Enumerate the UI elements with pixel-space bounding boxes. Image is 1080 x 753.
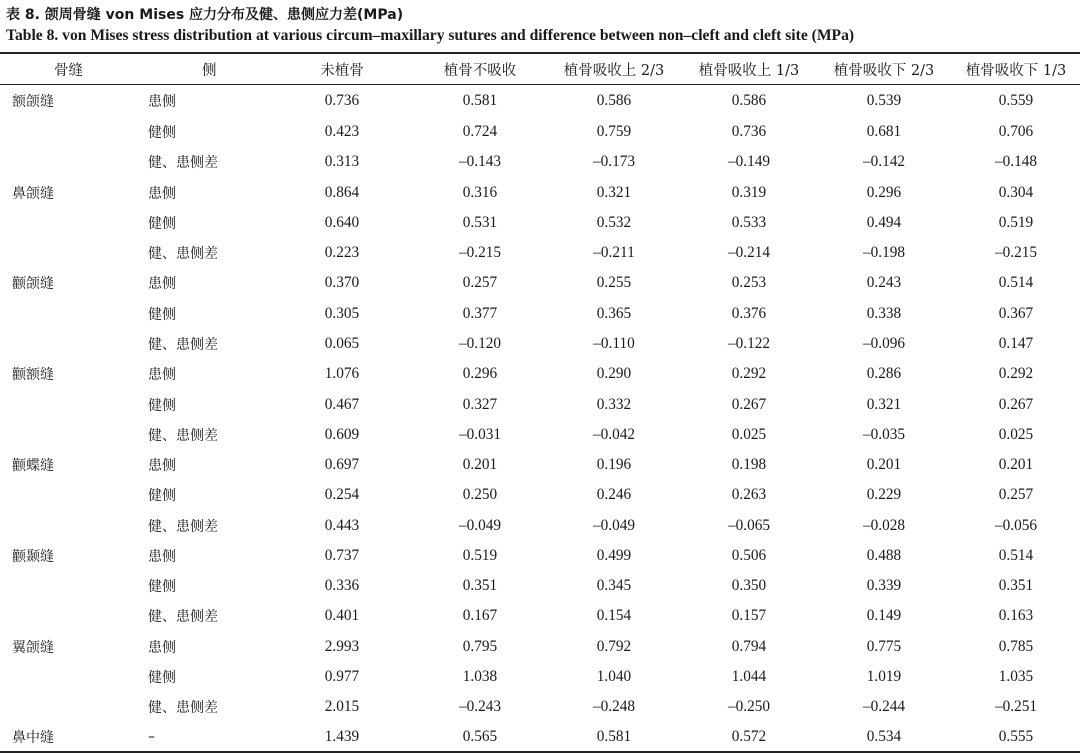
side-cell: 健侧 xyxy=(148,488,176,505)
value-cell: 0.338 xyxy=(866,304,902,322)
value-cell: 0.581 xyxy=(596,728,632,746)
suture-cell: 鼻颌缝 xyxy=(12,185,54,202)
value-cell: 0.327 xyxy=(462,395,498,413)
value-cell: 0.609 xyxy=(324,425,360,443)
value-cell: 1.044 xyxy=(731,667,767,685)
value-cell: 0.292 xyxy=(998,365,1034,383)
table-row xyxy=(0,450,1080,480)
value-cell: 0.795 xyxy=(462,637,498,655)
value-cell: –0.142 xyxy=(862,153,906,171)
value-cell: 0.864 xyxy=(324,183,360,201)
value-cell: 0.313 xyxy=(324,153,360,171)
value-cell: 0.316 xyxy=(462,183,498,201)
side-cell: 健侧 xyxy=(148,306,176,323)
value-cell: 0.201 xyxy=(866,456,902,474)
suture-cell xyxy=(0,601,138,631)
value-cell: –0.215 xyxy=(994,244,1038,262)
value-cell: 0.253 xyxy=(731,274,767,292)
table-row xyxy=(0,601,1080,631)
table-top-rule xyxy=(0,52,1080,54)
value-cell: 1.439 xyxy=(324,728,360,746)
value-cell: 0.254 xyxy=(324,486,360,504)
value-cell: 0.736 xyxy=(324,91,360,109)
suture-cell xyxy=(0,692,138,722)
table-row xyxy=(0,359,1080,389)
value-cell: 0.519 xyxy=(998,213,1034,231)
side-cell: 患侧 xyxy=(148,276,176,293)
table-row xyxy=(0,268,1080,298)
column-header-resorption-lower-1-3: 植骨吸收下 1/3 xyxy=(965,63,1067,79)
value-cell: 0.304 xyxy=(998,183,1034,201)
value-cell: 0.243 xyxy=(866,274,902,292)
value-cell: 0.706 xyxy=(998,123,1034,141)
value-cell: 0.296 xyxy=(462,365,498,383)
value-cell: 0.167 xyxy=(462,607,498,625)
value-cell: 0.377 xyxy=(462,304,498,322)
table-row xyxy=(0,208,1080,238)
suture-cell: 额颌缝 xyxy=(12,93,54,110)
value-cell: 0.345 xyxy=(596,577,632,595)
table-row xyxy=(0,389,1080,419)
value-cell: –0.056 xyxy=(994,516,1038,534)
value-cell: 0.494 xyxy=(866,213,902,231)
side-cell: 患侧 xyxy=(148,639,176,656)
value-cell: 0.376 xyxy=(731,304,767,322)
value-cell: 0.792 xyxy=(596,637,632,655)
value-cell: 0.257 xyxy=(998,486,1034,504)
value-cell: –0.243 xyxy=(458,698,502,716)
value-cell: 0.154 xyxy=(596,607,632,625)
side-cell: 健、患侧差 xyxy=(148,246,218,263)
side-cell: 健侧 xyxy=(148,125,176,142)
value-cell: 0.321 xyxy=(866,395,902,413)
column-header-resorption-lower-2-3: 植骨吸收下 2/3 xyxy=(833,63,935,79)
table-row xyxy=(0,147,1080,177)
value-cell: 0.305 xyxy=(324,304,360,322)
value-cell: 0.365 xyxy=(596,304,632,322)
value-cell: 0.977 xyxy=(324,667,360,685)
value-cell: –0.149 xyxy=(727,153,771,171)
value-cell: 0.499 xyxy=(596,546,632,564)
side-cell: – xyxy=(148,729,155,746)
value-cell: 0.350 xyxy=(731,577,767,595)
value-cell: 0.319 xyxy=(731,183,767,201)
value-cell: 0.267 xyxy=(998,395,1034,413)
table-row xyxy=(0,541,1080,571)
value-cell: –0.148 xyxy=(994,153,1038,171)
value-cell: –0.031 xyxy=(458,425,502,443)
value-cell: –0.120 xyxy=(458,334,502,352)
value-cell: –0.198 xyxy=(862,244,906,262)
value-cell: 0.488 xyxy=(866,546,902,564)
table-title-english: Table 8. von Mises stress distribution at various circum–maxillary sutures and difference between non–cleft and cleft site (MPa) xyxy=(6,27,855,44)
table-row xyxy=(0,722,1080,752)
value-cell: 0.539 xyxy=(866,91,902,109)
value-cell: –0.096 xyxy=(862,334,906,352)
value-cell: 0.201 xyxy=(462,456,498,474)
table-row xyxy=(0,299,1080,329)
value-cell: 0.223 xyxy=(324,244,360,262)
value-cell: –0.214 xyxy=(727,244,771,262)
value-cell: –0.110 xyxy=(593,334,635,352)
value-cell: 0.559 xyxy=(998,91,1034,109)
value-cell: –0.215 xyxy=(458,244,502,262)
side-cell: 健、患侧差 xyxy=(148,155,218,172)
table-row xyxy=(0,510,1080,540)
value-cell: 0.724 xyxy=(462,123,498,141)
value-cell: 0.586 xyxy=(596,91,632,109)
value-cell: 0.246 xyxy=(596,486,632,504)
value-cell: 0.370 xyxy=(324,274,360,292)
side-cell: 健侧 xyxy=(148,397,176,414)
value-cell: 0.229 xyxy=(866,486,902,504)
column-header-resorption-upper-1-3: 植骨吸收上 1/3 xyxy=(698,63,800,79)
value-cell: 0.296 xyxy=(866,183,902,201)
value-cell: 0.531 xyxy=(462,213,498,231)
value-cell: 0.514 xyxy=(998,546,1034,564)
value-cell: –0.143 xyxy=(458,153,502,171)
table-row xyxy=(0,238,1080,268)
value-cell: 0.533 xyxy=(731,213,767,231)
value-cell: 1.035 xyxy=(998,667,1034,685)
value-cell: 0.519 xyxy=(462,546,498,564)
value-cell: 0.681 xyxy=(866,123,902,141)
value-cell: 0.736 xyxy=(731,123,767,141)
table-row xyxy=(0,571,1080,601)
table-row xyxy=(0,480,1080,510)
side-cell: 患侧 xyxy=(148,548,176,565)
suture-cell xyxy=(0,420,138,450)
value-cell: 0.423 xyxy=(324,123,360,141)
side-cell: 健侧 xyxy=(148,579,176,596)
value-cell: 0.201 xyxy=(998,456,1034,474)
value-cell: 0.555 xyxy=(998,728,1034,746)
side-cell: 健侧 xyxy=(148,215,176,232)
suture-cell xyxy=(0,571,138,601)
value-cell: 0.586 xyxy=(731,91,767,109)
suture-cell xyxy=(0,238,138,268)
value-cell: 0.196 xyxy=(596,456,632,474)
value-cell: 0.697 xyxy=(324,456,360,474)
value-cell: 0.367 xyxy=(998,304,1034,322)
suture-cell: 翼颌缝 xyxy=(12,639,54,656)
value-cell: 0.443 xyxy=(324,516,360,534)
value-cell: 0.025 xyxy=(731,425,767,443)
suture-cell xyxy=(0,147,138,177)
value-cell: 0.290 xyxy=(596,365,632,383)
value-cell: 0.147 xyxy=(998,334,1034,352)
column-header-resorption-upper-2-3: 植骨吸收上 2/3 xyxy=(563,63,665,79)
value-cell: 0.157 xyxy=(731,607,767,625)
value-cell: –0.250 xyxy=(727,698,771,716)
column-header-side: 侧 xyxy=(202,63,217,79)
value-cell: 1.019 xyxy=(866,667,902,685)
suture-cell xyxy=(0,208,138,238)
value-cell: 0.257 xyxy=(462,274,498,292)
table-row xyxy=(0,117,1080,147)
side-cell: 健、患侧差 xyxy=(148,609,218,626)
table-row xyxy=(0,632,1080,662)
table-row xyxy=(0,329,1080,359)
value-cell: 0.640 xyxy=(324,213,360,231)
table-row xyxy=(0,178,1080,208)
suture-cell: 颧额缝 xyxy=(12,367,54,384)
value-cell: –0.042 xyxy=(592,425,636,443)
suture-cell: 颧颞缝 xyxy=(12,548,54,565)
column-header-graft-no-resorption: 植骨不吸收 xyxy=(443,63,517,79)
column-header-no-graft: 未植骨 xyxy=(320,63,364,79)
value-cell: 0.565 xyxy=(462,728,498,746)
value-cell: –0.244 xyxy=(862,698,906,716)
suture-cell xyxy=(0,510,138,540)
value-cell: 0.267 xyxy=(731,395,767,413)
stress-table xyxy=(0,55,1080,753)
value-cell: 1.040 xyxy=(596,667,632,685)
suture-cell xyxy=(0,662,138,692)
value-cell: 0.336 xyxy=(324,577,360,595)
value-cell: 0.163 xyxy=(998,607,1034,625)
value-cell: 1.038 xyxy=(462,667,498,685)
value-cell: 0.149 xyxy=(866,607,902,625)
side-cell: 健、患侧差 xyxy=(148,427,218,444)
value-cell: 0.581 xyxy=(462,91,498,109)
value-cell: –0.248 xyxy=(592,698,636,716)
value-cell: –0.173 xyxy=(592,153,636,171)
value-cell: 0.250 xyxy=(462,486,498,504)
value-cell: 0.351 xyxy=(998,577,1034,595)
value-cell: 0.514 xyxy=(998,274,1034,292)
side-cell: 患侧 xyxy=(148,367,176,384)
value-cell: 0.532 xyxy=(596,213,632,231)
table-body xyxy=(0,84,1080,753)
value-cell: 0.286 xyxy=(866,365,902,383)
value-cell: 0.467 xyxy=(324,395,360,413)
suture-cell: 颧蝶缝 xyxy=(12,458,54,475)
value-cell: 0.025 xyxy=(998,425,1034,443)
side-cell: 健、患侧差 xyxy=(148,700,218,717)
suture-cell xyxy=(0,299,138,329)
value-cell: 0.506 xyxy=(731,546,767,564)
side-cell: 患侧 xyxy=(148,185,176,202)
value-cell: 0.572 xyxy=(731,728,767,746)
value-cell: 2.993 xyxy=(324,637,360,655)
value-cell: –0.122 xyxy=(727,334,771,352)
suture-cell xyxy=(0,480,138,510)
table-row xyxy=(0,420,1080,450)
table-row xyxy=(0,692,1080,722)
suture-cell: 鼻中缝 xyxy=(12,730,54,747)
value-cell: 0.198 xyxy=(731,456,767,474)
value-cell: 0.339 xyxy=(866,577,902,595)
value-cell: 0.759 xyxy=(596,123,632,141)
value-cell: –0.035 xyxy=(862,425,906,443)
value-cell: –0.211 xyxy=(593,244,635,262)
table-title-chinese: 表 8. 颌周骨缝 von Mises 应力分布及健、患侧应力差(MPa) xyxy=(6,7,404,23)
value-cell: 0.785 xyxy=(998,637,1034,655)
value-cell: 0.263 xyxy=(731,486,767,504)
table-row xyxy=(0,84,1080,117)
suture-cell xyxy=(0,117,138,147)
value-cell: 0.255 xyxy=(596,274,632,292)
value-cell: –0.028 xyxy=(862,516,906,534)
side-cell: 健侧 xyxy=(148,669,176,686)
value-cell: 0.737 xyxy=(324,546,360,564)
side-cell: 患侧 xyxy=(148,93,176,110)
value-cell: 0.332 xyxy=(596,395,632,413)
value-cell: –0.251 xyxy=(994,698,1038,716)
value-cell: 0.065 xyxy=(324,334,360,352)
value-cell: 0.534 xyxy=(866,728,902,746)
value-cell: 0.401 xyxy=(324,607,360,625)
value-cell: 0.321 xyxy=(596,183,632,201)
table-row xyxy=(0,662,1080,692)
value-cell: –0.049 xyxy=(458,516,502,534)
side-cell: 健、患侧差 xyxy=(148,336,218,353)
value-cell: 0.292 xyxy=(731,365,767,383)
column-header-suture: 骨缝 xyxy=(54,63,83,79)
value-cell: 1.076 xyxy=(324,365,360,383)
value-cell: –0.065 xyxy=(727,516,771,534)
value-cell: 0.775 xyxy=(866,637,902,655)
value-cell: 0.794 xyxy=(731,637,767,655)
suture-cell xyxy=(0,389,138,419)
side-cell: 患侧 xyxy=(148,458,176,475)
table-header-row xyxy=(0,55,1080,84)
side-cell: 健、患侧差 xyxy=(148,518,218,535)
suture-cell xyxy=(0,329,138,359)
value-cell: 2.015 xyxy=(324,698,360,716)
value-cell: –0.049 xyxy=(592,516,636,534)
suture-cell: 颧颌缝 xyxy=(12,276,54,293)
value-cell: 0.351 xyxy=(462,577,498,595)
